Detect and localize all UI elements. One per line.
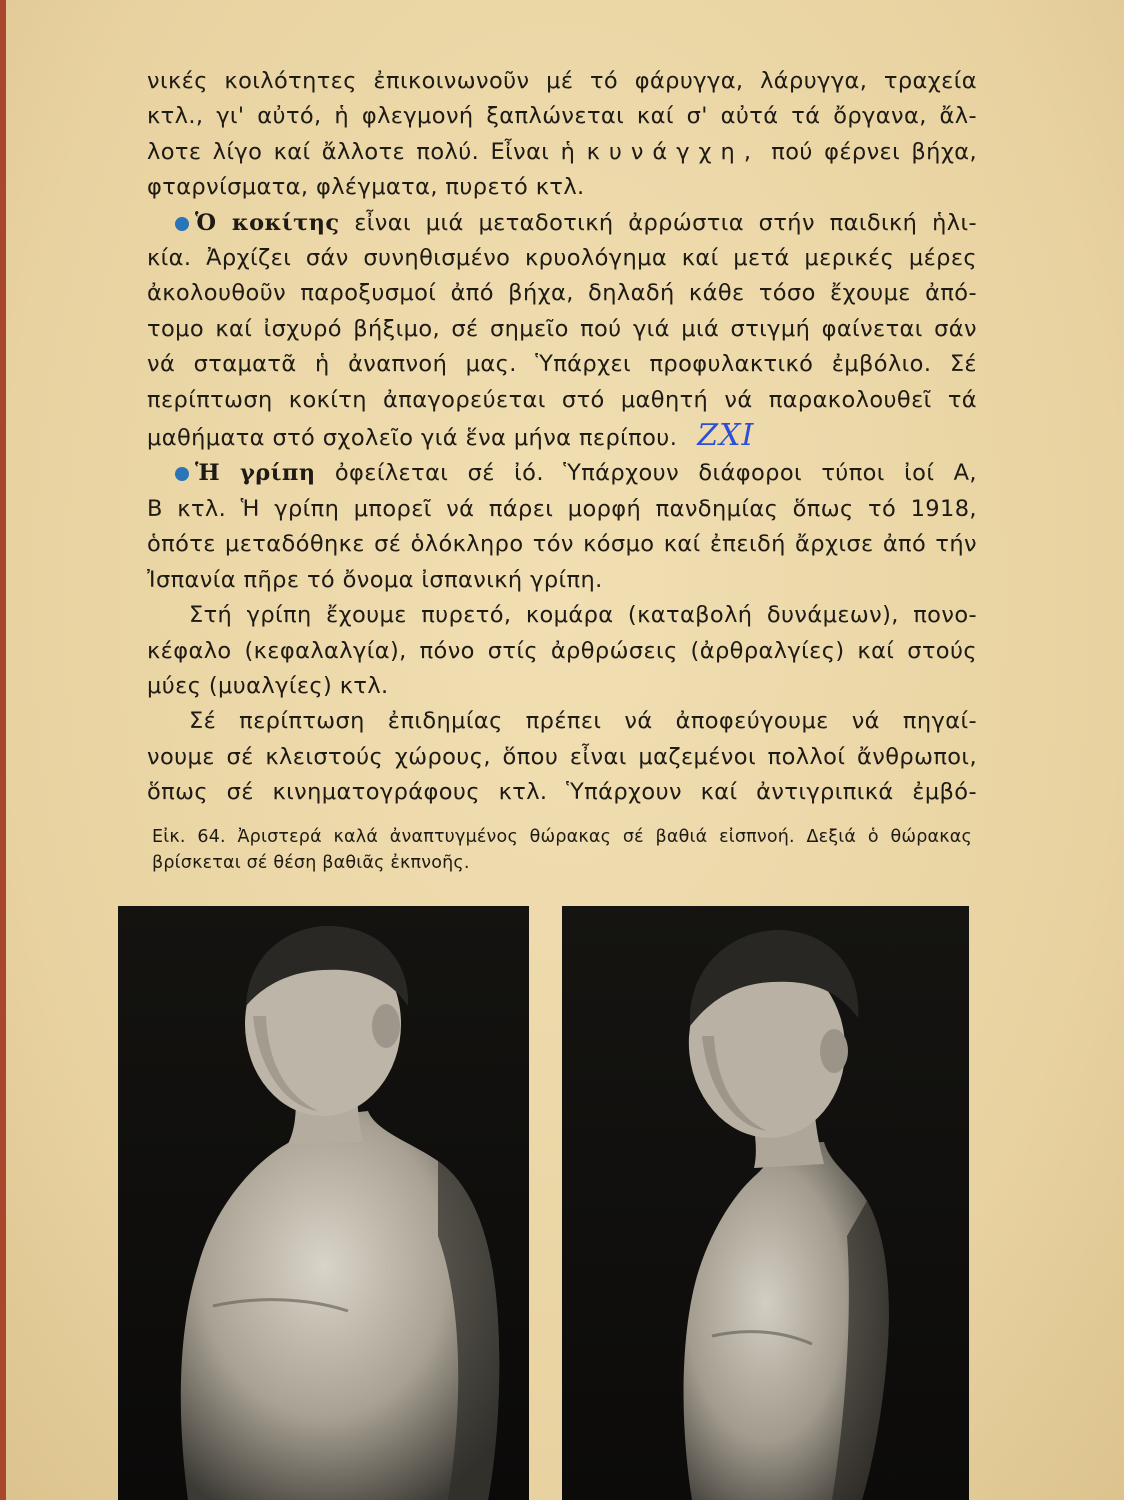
boy-inhale-illustration [118,906,529,1500]
text-fragment: πού φέρνει βήχα, [771,138,977,165]
text-line: κία. Ἀρχίζει σάν συνηθισμένο κρυολόγημα καί μετά μερικές μέρες [147,245,977,272]
text-line: Β κτλ. Ἡ γρίπη μπορεῖ νά πάρει μορφή πανδημίας ὅπως τό 1918, [147,495,977,522]
body-text [147,64,977,811]
text-line [147,206,977,241]
caption-line: βρίσκεται σέ θέση βαθιᾶς ἐκπνοῆς. [152,853,470,873]
photo-deep-exhalation [562,906,969,1500]
text-line: ἀκολουθοῦν παροξυσμοί ἀπό βήχα, δηλαδή κάθε τόσο ἔχουμε ἀπό- [147,280,977,307]
text-line: νουμε σέ κλειστούς χώρους, ὅπου εἶναι μαζεμένοι πολλοί ἄνθρωποι, [147,743,977,770]
photo-deep-inhalation [118,906,529,1500]
text-fragment: μαθήματα στό σχολεῖο γιά ἕνα μήνα περίπου. [147,425,678,452]
figure-caption [152,824,972,876]
text-line: φταρνίσματα, φλέγματα, πυρετό κτλ. [147,174,585,201]
page-edge [0,0,6,1500]
text-line: Στή γρίπη ἔχουμε πυρετό, κομάρα (καταβολή δυνάμεων), πονο- [189,602,977,629]
text-line: Σέ περίπτωση ἐπιδημίας πρέπει νά ἀποφεύγουμε νά πηγαί- [189,708,977,735]
text-line: ὅπως σέ κινηματογράφους κτλ. Ὑπάρχουν καί ἀντιγριπικά ἐμβό- [147,779,977,806]
text-line [147,418,977,456]
text-line: περίπτωση κοκίτη ἀπαγορεύεται στό μαθητή νά παρακολουθεῖ τά [147,386,977,413]
section-term: Ἡ γρίπη [195,460,316,487]
text-fragment: ὀφείλεται σέ ἰό. Ὑπάρχουν διάφοροι τύποι ἰοί Α, [334,460,977,487]
text-line [147,456,977,491]
text-line [147,135,977,170]
bullet-icon [175,217,189,231]
text-line: μύες (μυαλγίες) κτλ. [147,672,389,699]
text-fragment: εἶναι μιά μεταδοτική ἀρρώστια στήν παιδική ἡλι- [354,209,977,236]
boy-exhale-illustration [562,906,969,1500]
text-line: τομο καί ἰσχυρό βήξιμο, σέ σημεῖο πού γιά μιά στιγμή φαίνεται σάν [147,315,977,342]
bullet-icon [175,467,189,481]
text-line: νά σταματᾶ ἡ ἀναπνοή μας. Ὑπάρχει προφυλακτικό ἐμβόλιο. Σέ [147,351,977,378]
emphasized-term: κυνάγχη, [586,138,760,165]
text-line: Ἰσπανία πῆρε τό ὄνομα ἰσπανική γρίπη. [147,566,603,593]
text-line: νικές κοιλότητες ἐπικοινωνοῦν μέ τό φάρυγγα, λάρυγγα, τραχεία [147,68,977,94]
text-line: κτλ., γι' αὐτό, ἡ φλεγμονή ξαπλώνεται καί σ' αὐτά τά ὄργανα, ἄλ- [147,103,977,130]
text-fragment: λοτε λίγο καί ἄλλοτε πολύ. Εἶναι ἡ [147,138,576,165]
caption-line: Εἰκ. 64. Ἀριστερά καλά ἀναπτυγμένος θώρακας σέ βαθιά εἰσπνοή. Δεξιά ὁ θώρακας [152,827,972,847]
handwritten-annotation: ΖΧΙ [697,418,755,454]
text-line: κέφαλο (κεφαλαλγία), πόνο στίς ἀρθρώσεις (ἀρθραλγίες) καί στούς [147,637,977,664]
section-term: Ὁ κοκίτης [195,209,340,236]
text-line: ὁπότε μεταδόθηκε σέ ὁλόκληρο τόν κόσμο καί ἐπειδή ἄρχισε ἀπό τήν [147,531,977,558]
